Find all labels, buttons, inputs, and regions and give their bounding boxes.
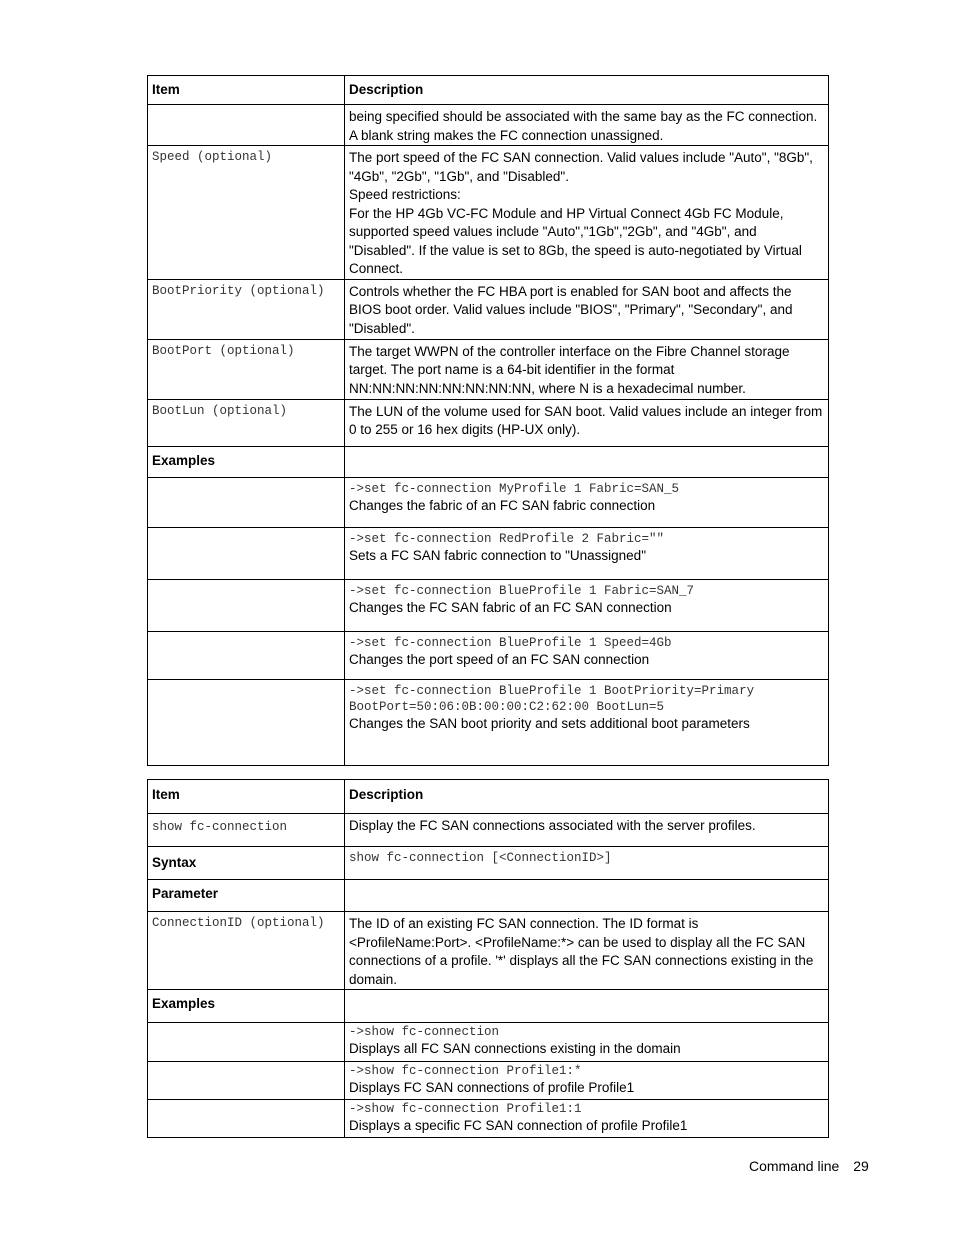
example-description: Displays a specific FC SAN connection of profile Profile1 — [349, 1118, 688, 1133]
empty-cell — [148, 1100, 345, 1138]
empty-cell — [345, 990, 829, 1023]
example-description: Changes the port speed of an FC SAN connection — [349, 651, 650, 667]
empty-cell — [345, 446, 829, 477]
example-row — [148, 579, 829, 631]
table-row — [148, 399, 829, 446]
table-header-row — [148, 780, 829, 814]
example-command: ->set fc-connection BlueProfile 1 BootPriority=Primary BootPort=50:06:0B:00:00:C2:62:00 BootLun=5 — [349, 683, 762, 714]
item-cell: Speed (optional) — [148, 146, 345, 280]
example-description: Changes the FC SAN fabric of an FC SAN connection — [349, 599, 672, 615]
table-row — [148, 146, 829, 280]
description-cell: Display the FC SAN connections associated with the server profiles. — [345, 814, 829, 847]
example-cell — [345, 1062, 829, 1100]
syntax-cell: show fc-connection [<ConnectionID>] — [345, 847, 829, 880]
description-header: Description — [345, 780, 829, 814]
page-number: 29 — [853, 1158, 869, 1174]
description-header: Description — [345, 76, 829, 105]
example-cell — [345, 679, 829, 765]
empty-cell — [148, 1023, 345, 1062]
example-description: Changes the SAN boot priority and sets additional boot parameters — [349, 715, 750, 731]
description-cell: The port speed of the FC SAN connection. Valid values include "Auto", "8Gb", "4Gb", "2Gb", "1Gb", and "Disabled". Speed restrictions: For the HP 4Gb VC-FC Module and HP Virtual Connect 4Gb FC Module, supported speed values include "Auto","1Gb","2Gb", and "4Gb", and "Disabled". If the value is set to 8Gb, the speed is auto-negotiated by Virtual Connect. — [345, 146, 829, 280]
table-header-row — [148, 76, 829, 105]
example-command: ->show fc-connection — [349, 1025, 500, 1039]
example-description: Sets a FC SAN fabric connection to "Unassigned" — [349, 547, 646, 563]
example-command: ->set fc-connection BlueProfile 1 Fabric=SAN_7 — [349, 583, 695, 598]
set-fc-connection-table — [147, 75, 829, 766]
example-command: ->show fc-connection Profile1:1 — [349, 1102, 582, 1116]
item-cell: BootLun (optional) — [148, 399, 345, 446]
syntax-row — [148, 847, 829, 880]
table-row — [148, 279, 829, 339]
empty-cell — [148, 679, 345, 765]
example-cell — [345, 579, 829, 631]
empty-cell — [148, 631, 345, 679]
example-cell — [345, 1023, 829, 1062]
example-row — [148, 679, 829, 765]
examples-label: Examples — [148, 446, 345, 477]
description-cell: being specified should be associated with the same bay as the FC connection. A blank string makes the FC connection unassigned. — [345, 105, 829, 146]
example-cell — [345, 477, 829, 527]
example-cell — [345, 631, 829, 679]
item-cell — [148, 105, 345, 146]
example-description: Changes the fabric of an FC SAN fabric connection — [349, 497, 656, 513]
table-row — [148, 105, 829, 146]
empty-cell — [148, 1062, 345, 1100]
item-header: Item — [148, 780, 345, 814]
example-row — [148, 477, 829, 527]
parameter-label: Parameter — [148, 880, 345, 912]
parameter-header-row — [148, 880, 829, 912]
examples-header-row — [148, 990, 829, 1023]
example-row — [148, 1062, 829, 1100]
example-cell — [345, 527, 829, 579]
example-command: ->show fc-connection Profile1:* — [349, 1064, 582, 1078]
footer-section-title: Command line — [749, 1158, 840, 1174]
empty-cell — [148, 477, 345, 527]
example-command: ->set fc-connection RedProfile 2 Fabric="" — [349, 531, 665, 546]
item-cell: show fc-connection — [148, 814, 345, 847]
item-cell: ConnectionID (optional) — [148, 912, 345, 990]
page-footer — [749, 1158, 869, 1174]
description-cell: The ID of an existing FC SAN connection. The ID format is <ProfileName:Port>. <ProfileName:*> can be used to display all the FC SAN connections of a profile. '*' displays all the FC SAN connections existing in the domain. — [345, 912, 829, 990]
description-cell: Controls whether the FC HBA port is enabled for SAN boot and affects the BIOS boot order. Valid values include "BIOS", "Primary", "Secondary", and "Disabled". — [345, 279, 829, 339]
examples-header-row — [148, 446, 829, 477]
table-row — [148, 339, 829, 399]
example-description: Displays FC SAN connections of profile Profile1 — [349, 1080, 635, 1095]
empty-cell — [345, 880, 829, 912]
example-row — [148, 631, 829, 679]
command-row — [148, 814, 829, 847]
example-row — [148, 527, 829, 579]
example-command: ->set fc-connection BlueProfile 1 Speed=4Gb — [349, 635, 672, 650]
item-header: Item — [148, 76, 345, 105]
empty-cell — [148, 527, 345, 579]
example-row — [148, 1023, 829, 1062]
syntax-label: Syntax — [148, 847, 345, 880]
examples-label: Examples — [148, 990, 345, 1023]
example-cell — [345, 1100, 829, 1138]
table-row — [148, 912, 829, 990]
example-row — [148, 1100, 829, 1138]
description-cell: The LUN of the volume used for SAN boot. Valid values include an integer from 0 to 255 or 16 hex digits (HP-UX only). — [345, 399, 829, 446]
empty-cell — [148, 579, 345, 631]
example-description: Displays all FC SAN connections existing in the domain — [349, 1041, 681, 1056]
show-fc-connection-table — [147, 779, 829, 1138]
item-cell: BootPort (optional) — [148, 339, 345, 399]
example-command: ->set fc-connection MyProfile 1 Fabric=SAN_5 — [349, 481, 680, 496]
description-cell: The target WWPN of the controller interface on the Fibre Channel storage target. The port name is a 64-bit identifier in the format NN:NN:NN:NN:NN:NN:NN:NN, where N is a hexadecimal number. — [345, 339, 829, 399]
item-cell: BootPriority (optional) — [148, 279, 345, 339]
